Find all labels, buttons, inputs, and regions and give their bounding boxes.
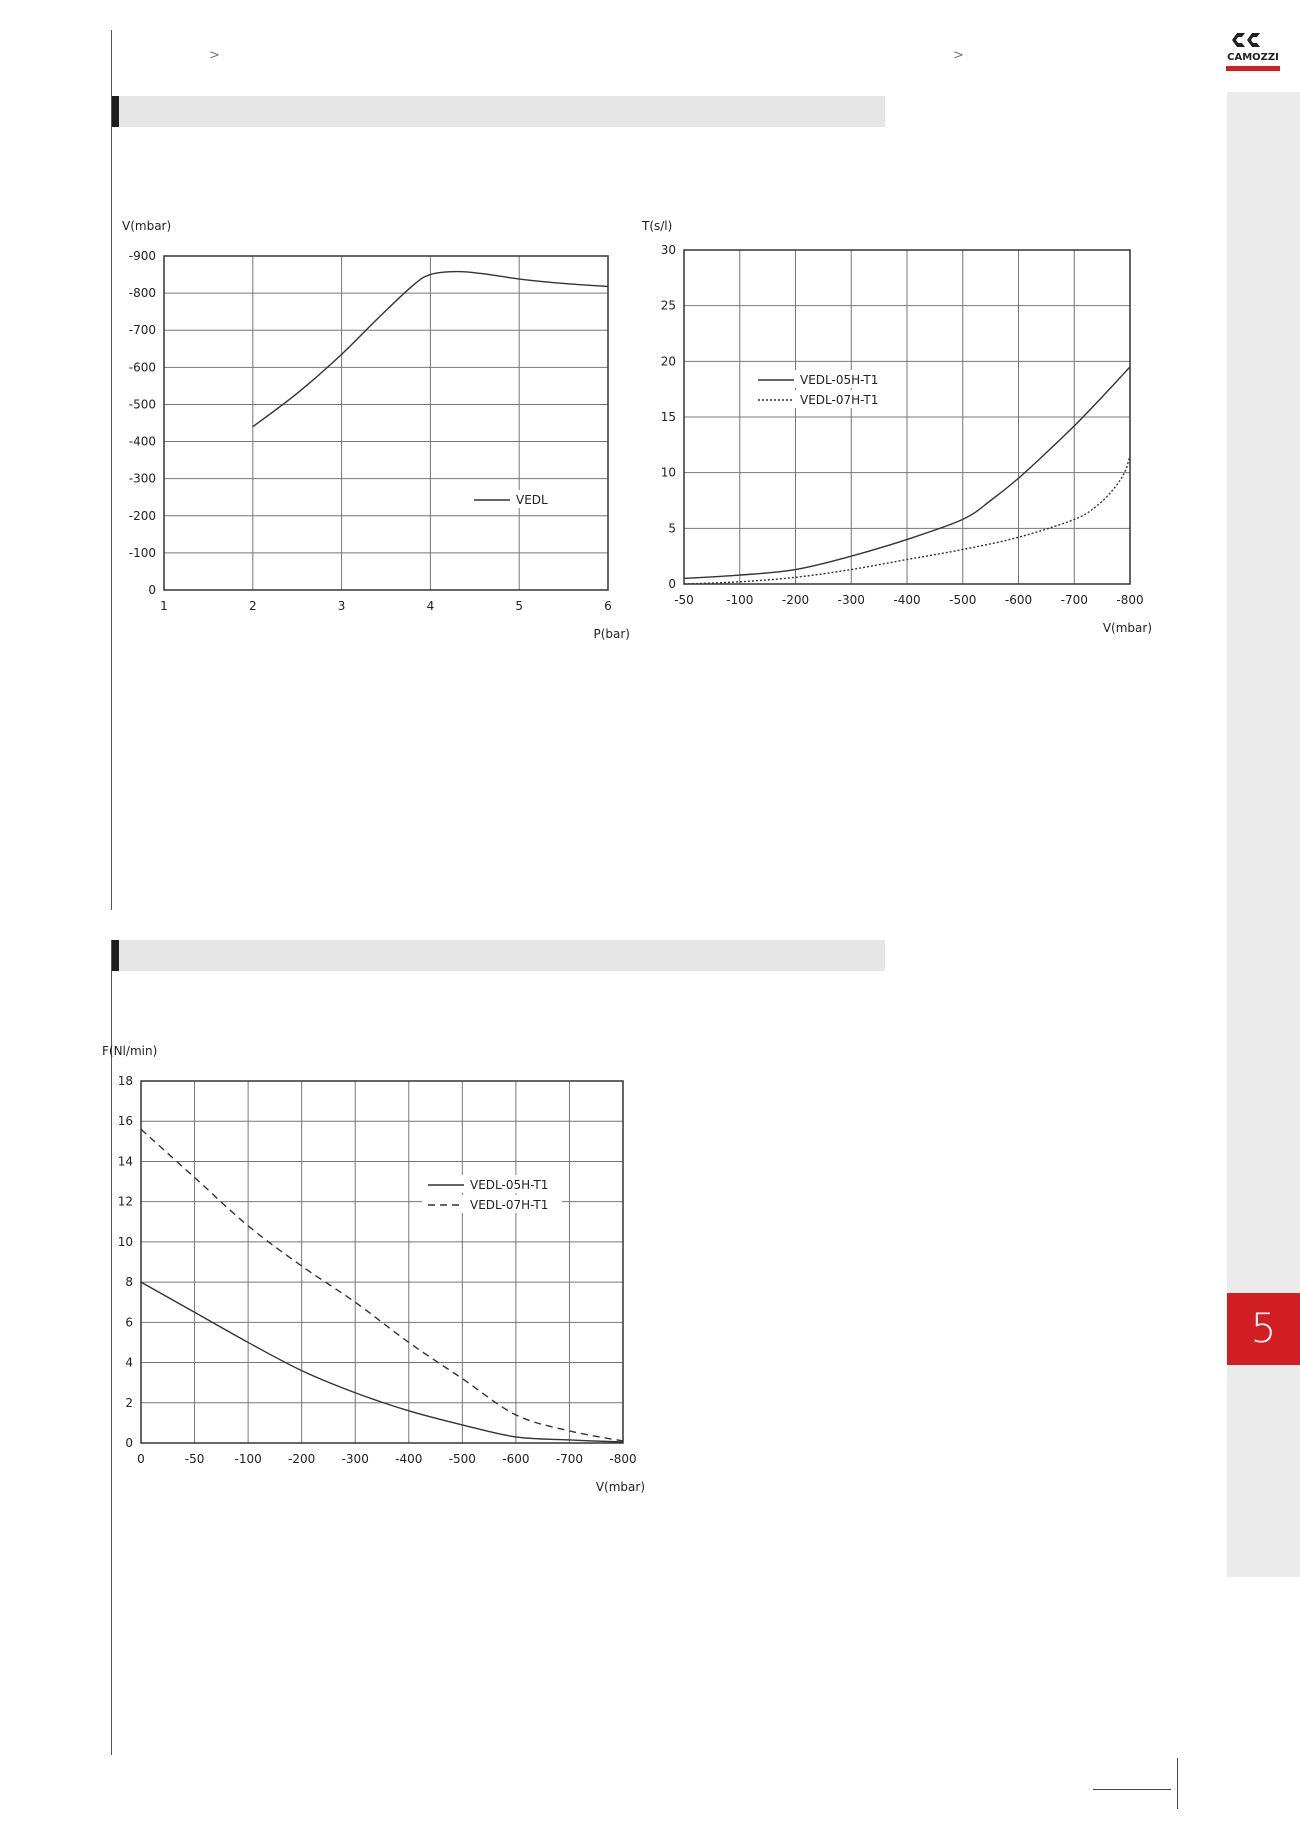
y-tick-label: 30	[660, 243, 676, 257]
y-tick-label: -800	[128, 286, 156, 301]
y-tick-label: -300	[128, 471, 156, 486]
x-tick-label: -800	[609, 1452, 637, 1466]
x-tick-label: 5	[515, 599, 524, 613]
y-tick-label: 5	[668, 521, 676, 536]
x-tick-label: -400	[893, 593, 921, 607]
chapter-number: 5	[1250, 1306, 1277, 1352]
y-tick-label: 25	[660, 298, 676, 313]
y-tick-label: 10	[660, 465, 676, 480]
legend-label: VEDL-05H-T1	[800, 373, 879, 387]
y-tick-label: 12	[117, 1194, 133, 1209]
chart-flow-vs-vacuum	[100, 1035, 660, 1515]
section-marker	[112, 940, 119, 971]
legend-label: VEDL-05H-T1	[470, 1178, 549, 1192]
y-tick-label: -400	[128, 434, 156, 449]
x-tick-label: -200	[288, 1452, 316, 1466]
footer-rule	[1093, 1789, 1171, 1790]
y-axis-label: F(Nl/min)	[102, 1044, 158, 1058]
y-tick-label: 10	[117, 1234, 133, 1249]
chapter-tab[interactable]	[1227, 1293, 1300, 1365]
y-tick-label: 8	[125, 1275, 133, 1290]
plot-frame	[141, 1081, 623, 1443]
footer-divider	[1177, 1758, 1178, 1809]
y-tick-label: 14	[117, 1154, 133, 1169]
breadcrumb-arrow-left[interactable]: >	[209, 48, 220, 63]
y-tick-label: 0	[148, 583, 156, 597]
x-tick-label: -300	[837, 593, 865, 607]
y-tick-label: -700	[128, 323, 156, 338]
x-tick-label: 1	[160, 599, 168, 613]
y-tick-label: 18	[117, 1074, 133, 1088]
x-tick-label: -50	[674, 593, 694, 607]
x-axis-label: V(mbar)	[1102, 621, 1152, 635]
x-tick-label: -100	[234, 1452, 262, 1466]
x-tick-label: -200	[781, 593, 810, 607]
series-line	[141, 1282, 623, 1442]
plot-frame	[164, 256, 608, 590]
y-tick-label: 6	[125, 1315, 133, 1330]
chart-time-vs-vacuum	[640, 208, 1180, 658]
x-tick-label: 4	[426, 599, 435, 613]
breadcrumb-arrow-right[interactable]: >	[953, 48, 964, 63]
section-header-bar-bottom	[112, 940, 885, 971]
camozzi-logo	[1223, 30, 1283, 76]
y-tick-label: -100	[128, 545, 156, 560]
camozzi-logo-mark	[1223, 30, 1283, 76]
y-tick-label: 0	[125, 1436, 133, 1450]
y-axis-label: V(mbar)	[122, 219, 172, 233]
y-tick-label: 4	[125, 1355, 133, 1370]
x-tick-label: -700	[555, 1452, 584, 1466]
section-marker	[112, 96, 119, 127]
y-tick-label: 20	[660, 354, 676, 369]
x-tick-label: 6	[604, 599, 612, 613]
y-tick-label: -500	[128, 397, 156, 412]
y-axis-label: T(s/l)	[642, 219, 673, 233]
x-tick-label: -500	[949, 593, 977, 607]
x-tick-label: 0	[137, 1452, 145, 1466]
y-tick-label: -900	[128, 249, 156, 263]
x-tick-label: -300	[341, 1452, 369, 1466]
y-tick-label: 15	[660, 410, 676, 424]
chart-vacuum-vs-pressure	[112, 208, 652, 658]
x-tick-label: -800	[1116, 593, 1144, 607]
x-axis-label: P(bar)	[593, 627, 630, 641]
legend-label: VEDL-07H-T1	[470, 1198, 549, 1212]
x-tick-label: -600	[502, 1452, 530, 1466]
logo-text: CAMOZZI	[1227, 52, 1279, 63]
x-tick-label: -100	[726, 593, 754, 607]
legend-label: VEDL	[516, 493, 548, 507]
y-tick-label: 0	[668, 577, 676, 591]
y-tick-label: 16	[117, 1114, 133, 1129]
section-header-bar-top	[112, 96, 885, 127]
x-tick-label: -700	[1060, 593, 1088, 607]
x-tick-label: 3	[337, 599, 346, 613]
x-tick-label: -50	[184, 1452, 205, 1466]
x-tick-label: -400	[395, 1452, 423, 1466]
legend-label: VEDL-07H-T1	[800, 393, 879, 407]
y-tick-label: -200	[128, 508, 156, 523]
x-tick-label: -600	[1004, 593, 1033, 607]
x-tick-label: 2	[248, 599, 257, 613]
x-axis-label: V(mbar)	[595, 1480, 645, 1494]
x-tick-label: -500	[448, 1452, 476, 1466]
y-tick-label: -600	[128, 360, 156, 375]
y-tick-label: 2	[125, 1395, 133, 1410]
